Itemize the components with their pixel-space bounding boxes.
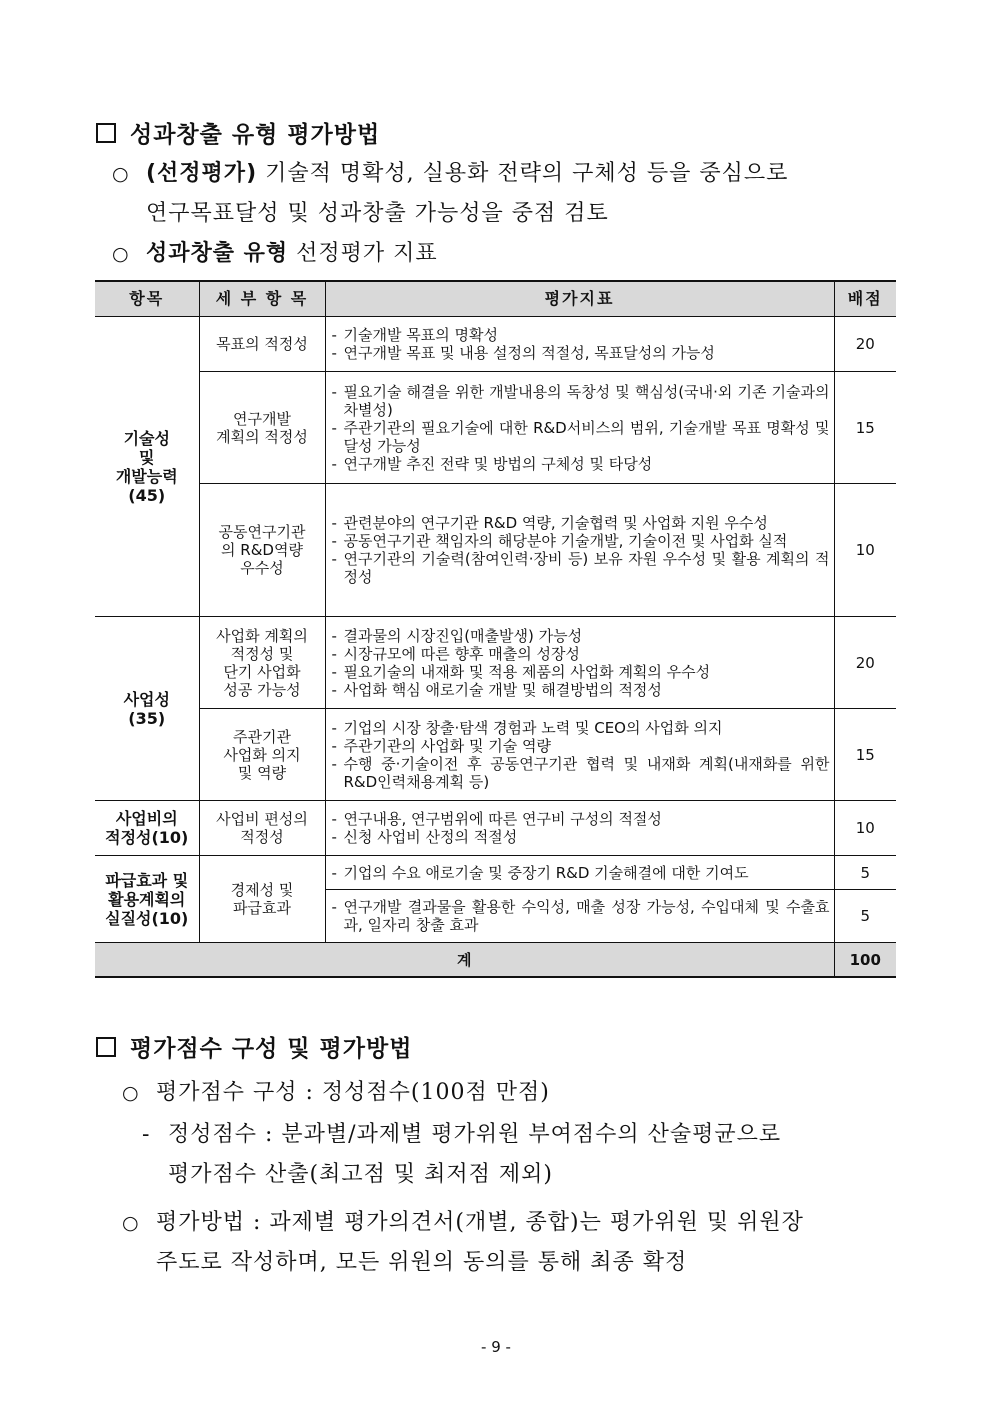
score-cell: 15 [834, 372, 896, 484]
dash-bullet: - [331, 418, 337, 437]
indicator-cell [325, 709, 834, 801]
table-row [95, 317, 896, 372]
score-cell: 20 [834, 317, 896, 372]
section2-sub1-line2: 평가점수 산출(최고점 및 최저점 제외) [168, 1162, 553, 1187]
indicator-item: 신청 사업비 산정의 적절성 [343, 828, 518, 846]
eval-method-text: 평가방법 : 과제별 평가의견서(개별, 종합)는 평가위원 및 위원장 [156, 1210, 804, 1235]
section1-bullet1-line2: 연구목표달성 및 성과창출 가능성을 중점 검토 [146, 201, 609, 226]
total-label: 계 [95, 943, 834, 978]
subitem-cell [199, 372, 325, 484]
table-row [95, 709, 896, 801]
subitem-cell [199, 484, 325, 617]
score-cell: 5 [834, 856, 896, 890]
section2-bullet2-line2: 주도로 작성하며, 모든 위원의 동의를 통해 최종 확정 [156, 1250, 688, 1275]
category-label: 기술성 및 개발능력 (45) [115, 428, 178, 505]
score-composition-text: 평가점수 구성 : 정성점수(100점 만점) [156, 1080, 550, 1105]
indicator-item: 필요기술의 내재화 및 적용 제품의 사업화 계획의 우수성 [343, 662, 711, 681]
indicator-item: 주관기관의 사업화 및 기술 역량 [343, 736, 551, 755]
dash-bullet: - [331, 718, 337, 737]
indicator-item: 수행 중·기술이전 후 공동연구기관 협력 및 내재화 계획(내재화를 위한 R&D인력채용계획 등) [343, 754, 830, 791]
dash-bullet: - [331, 680, 337, 699]
indicator-item: 공동연구기관 책임자의 해당분야 기술개발, 기술이전 및 사업화 실적 [343, 532, 788, 550]
subitem-cell [199, 801, 325, 856]
category-cell [95, 856, 199, 943]
indicator-item: 기업의 수요 애로기술 및 중장기 R&D 기술해결에 대한 기여도 [343, 863, 749, 882]
section2-bullet1 [122, 1075, 550, 1106]
dash-bullet: - [331, 454, 337, 473]
circle-bullet-icon: ○ [112, 243, 130, 265]
dash-bullet: - [331, 754, 337, 773]
indicator-cell [325, 484, 834, 617]
evaluation-index-table [95, 280, 896, 978]
dash-bullet: - [331, 344, 337, 362]
checkbox-square-icon [96, 1037, 116, 1057]
dash-bullet: - [331, 828, 337, 846]
section2-heading [96, 1030, 412, 1063]
indicator-item: 결과물의 시장진입(매출발생) 가능성 [343, 626, 583, 645]
dash-bullet: - [331, 514, 337, 532]
header-score: 배점 [834, 281, 896, 317]
category-label: 사업성 (35) [123, 689, 170, 728]
category-cell [95, 617, 199, 801]
header-indicator: 평가지표 [325, 281, 834, 317]
table-row [95, 372, 896, 484]
subitem-label: 목표의 적정성 [216, 335, 308, 353]
section2-sub1-line1 [142, 1117, 781, 1148]
subitem-cell [199, 617, 325, 709]
selection-eval-label: (선정평가) [146, 161, 258, 186]
indicator-item: 연구내용, 연구범위에 따른 연구비 구성의 적절성 [343, 810, 662, 828]
total-score: 100 [834, 943, 896, 978]
indicator-cell [325, 856, 834, 890]
header-category: 항목 [95, 281, 199, 317]
indicator-cell [325, 317, 834, 372]
indicator-cell [325, 801, 834, 856]
dash-bullet: - [331, 382, 337, 401]
section1-heading [96, 116, 380, 149]
subitem-label: 주관기관 사업화 의지 및 역량 [223, 727, 301, 782]
category-label: 파급효과 및 활용계획의 실질성(10) [105, 870, 189, 928]
subitem-label: 공동연구기관 의 R&D역량 우수성 [218, 523, 306, 577]
subitem-label: 연구개발 계획의 적정성 [216, 409, 308, 446]
page-number: - 9 - [481, 1338, 511, 1356]
dash-bullet: - [331, 626, 337, 645]
subitem-label: 경제성 및 파급효과 [230, 881, 294, 917]
qualitative-score-text: 정성점수 : 분과별/과제별 평가위원 부여점수의 산술평균으로 [168, 1122, 782, 1147]
table-header-row [95, 281, 896, 317]
circle-bullet-icon: ○ [122, 1082, 140, 1104]
table-row [95, 617, 896, 709]
total-row [95, 943, 896, 978]
indicator-item: 주관기관의 필요기술에 대한 R&D서비스의 범위, 기술개발 목표 명확성 및 달성 가능성 [343, 418, 830, 455]
dash-bullet: - [142, 1122, 151, 1147]
indicator-cell [325, 617, 834, 709]
indicator-item: 연구개발 결과물을 활용한 수익성, 매출 성장 가능성, 수입대체 및 수출효과, 일자리 창출 효과 [343, 898, 830, 934]
dash-bullet: - [331, 550, 337, 568]
bullet2-text: 선정평가 지표 [288, 241, 438, 266]
indicator-cell [325, 890, 834, 943]
score-cell: 5 [834, 890, 896, 943]
dash-bullet: - [331, 662, 337, 681]
subitem-cell [199, 709, 325, 801]
subitem-label: 사업비 편성의 적정성 [216, 810, 308, 846]
category-cell [95, 317, 199, 617]
section1-title: 성과창출 유형 평가방법 [130, 122, 381, 148]
category-label: 사업비의 적정성(10) [105, 809, 189, 847]
table-row [95, 801, 896, 856]
dash-bullet: - [331, 326, 337, 344]
section1-bullet1-line1 [112, 156, 788, 187]
section2-bullet2-line1 [122, 1205, 804, 1236]
subitem-cell [199, 856, 325, 943]
checkbox-square-icon [96, 123, 116, 143]
indicator-item: 필요기술 해결을 위한 개발내용의 독창성 및 핵심성(국내·외 기존 기술과의 차별성) [343, 382, 830, 419]
indicator-item: 기술개발 목표의 명확성 [343, 326, 498, 344]
indicator-cell [325, 372, 834, 484]
section2-title: 평가점수 구성 및 평가방법 [130, 1036, 413, 1062]
table-row [95, 484, 896, 617]
indicator-item: 기업의 시장 창출·탐색 경험과 노력 및 CEO의 사업화 의지 [343, 718, 723, 737]
circle-bullet-icon: ○ [112, 163, 130, 185]
header-subitem: 세 부 항 목 [199, 281, 325, 317]
bullet1-text: 기술적 명확성, 실용화 전략의 구체성 등을 중심으로 [257, 161, 789, 186]
dash-bullet: - [331, 810, 337, 828]
section1-bullet2 [112, 236, 438, 267]
indicator-item: 연구개발 목표 및 내용 설정의 적절성, 목표달성의 가능성 [343, 344, 715, 362]
indicator-item: 연구개발 추진 전략 및 방법의 구체성 및 타당성 [343, 454, 653, 473]
indicator-item: 연구기관의 기술력(참여인력·장비 등) 보유 자원 우수성 및 활용 계획의 적정성 [343, 550, 830, 586]
indicator-item: 관련분야의 연구기관 R&D 역량, 기술협력 및 사업화 지원 우수성 [343, 514, 768, 532]
indicator-item: 시장규모에 따른 향후 매출의 성장성 [343, 644, 580, 663]
indicator-item: 사업화 핵심 애로기술 개발 및 해결방법의 적정성 [343, 680, 662, 699]
subitem-label: 사업화 계획의 적정성 및 단기 사업화 성공 가능성 [216, 626, 308, 699]
score-cell: 10 [834, 484, 896, 617]
dash-bullet: - [331, 863, 337, 882]
score-cell: 20 [834, 617, 896, 709]
score-cell: 15 [834, 709, 896, 801]
dash-bullet: - [331, 532, 337, 550]
table-row [95, 856, 896, 890]
score-cell: 10 [834, 801, 896, 856]
circle-bullet-icon: ○ [122, 1212, 140, 1234]
bullet2-bold: 성과창출 유형 [146, 241, 289, 266]
dash-bullet: - [331, 898, 337, 916]
dash-bullet: - [331, 736, 337, 755]
dash-bullet: - [331, 644, 337, 663]
subitem-cell [199, 317, 325, 372]
category-cell [95, 801, 199, 856]
